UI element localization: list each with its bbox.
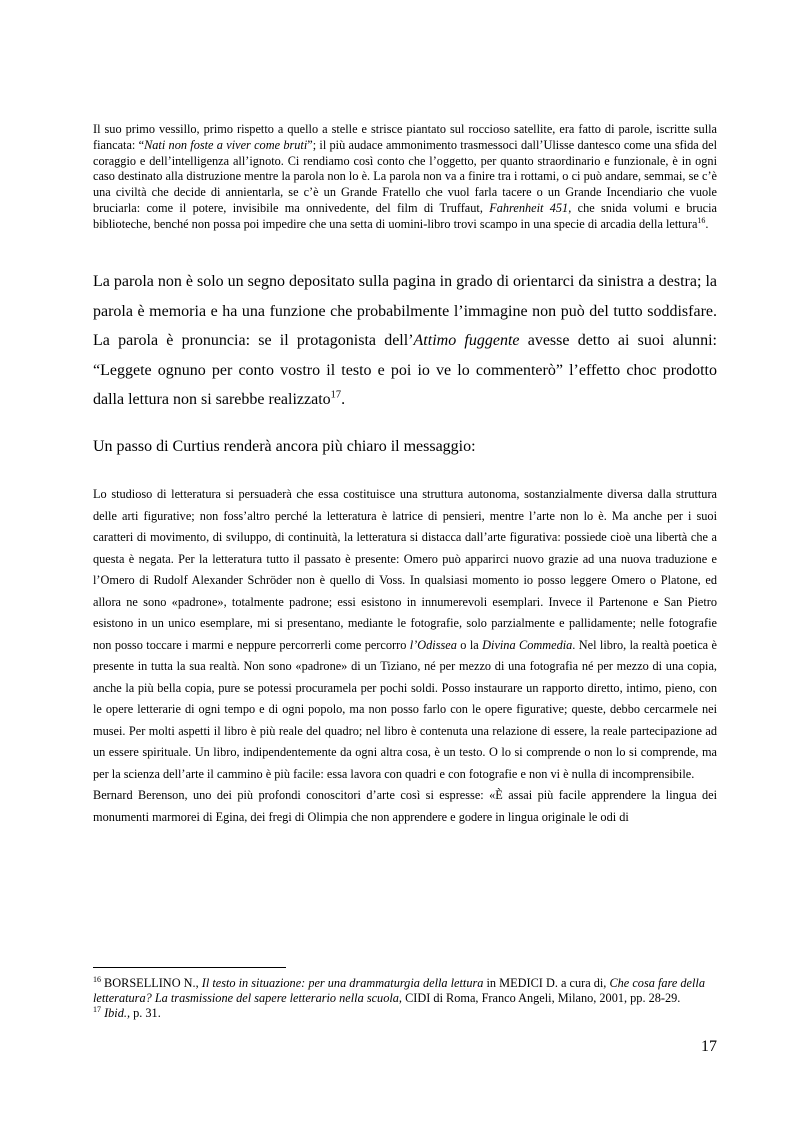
paragraph-curtius-intro: Un passo di Curtius renderà ancora più chiaro il messaggio: xyxy=(93,438,476,455)
paragraph-vessillo xyxy=(93,122,717,233)
block-quote-curtius xyxy=(93,484,717,828)
text-run: La parola non è solo un segno depositato sulla pagina in grado di orientarci da sinistra a destra; la parola è memoria e ha una funzione che probabilmente l’immagine non può del tutto soddisfare. La parola è pronuncia: se il protagonista dell’ xyxy=(93,273,717,349)
paragraph-parola xyxy=(93,267,717,415)
footnote-ref-16: 16 xyxy=(697,215,706,225)
text-run: . Nel libro, la realtà poetica è presente in tutta la sua realtà. Non sono «padrone» di un Tiziano, né per mezzo di una fotografia né per mezzo di una copia, anche la più bella copia, pure se potessi procuramela per pochi soldi. Posso instaurare un rapporto diretto, intimo, pieno, con le opere letterarie di ogni tempo e di ogni popolo, ma non posso farlo con le opere figurative; queste, debbo cercarmele nei musei. Per molti aspetti il libro è più reale del quadro; nel libro è contenuta una relazione di essere, la reale partecipazione ad un essere spirituale. Un libro, indipendentemente da ogni altra cosa, è un testo. O lo si comprende o non lo si comprende, ma per la scienza dell’arte il cammino è più facile: essa lavora con quadri e con fotografie e non vi è nulla di incomprensibile. xyxy=(93,637,717,781)
text-run: . xyxy=(705,216,709,231)
italic-film-title: Attimo fuggente xyxy=(413,332,520,349)
italic-title-odissea: l’Odissea xyxy=(409,637,457,652)
quote-paragraph xyxy=(93,484,717,785)
text-run: o la xyxy=(456,637,483,652)
footnote-17 xyxy=(93,1006,717,1021)
page-number: 17 xyxy=(701,1038,717,1055)
footnote-ref-17: 17 xyxy=(330,389,342,401)
text-run: BORSELLINO N., xyxy=(100,976,202,990)
italic-ibid: Ibid., xyxy=(104,1006,131,1020)
footnotes xyxy=(93,976,717,1021)
text-run: CIDI di Roma, Franco Angeli, Milano, 2001, pp. 28-29. xyxy=(402,991,681,1005)
footnote-number: 17 xyxy=(93,1004,101,1014)
text-run: Il suo primo vessillo, primo rispetto a quello a stelle e strisce piantato sul roccioso satellite, era fatto di parole, iscritte sulla fiancata: “ xyxy=(93,122,717,152)
text-run: avesse detto ai suoi alunni: “Leggete ognuno per conto vostro il testo e poi io ve lo commenterò” l’effetto choc prodotto dalla lettura non si sarebbe realizzato xyxy=(93,332,718,408)
text-run: in MEDICI D. a cura di, xyxy=(483,976,610,990)
text-run: p. 31. xyxy=(130,1006,161,1020)
footnote-16 xyxy=(93,976,717,1006)
footnote-number: 16 xyxy=(93,974,101,984)
text-run: Lo studioso di letteratura si persuaderà che essa costituisce una struttura autonoma, sostanzialmente diversa dalla struttura delle arti figurative; non foss’altro perché la letteratura è latrice di pensieri, mentre l’arte non lo è. Ma anche per i suoi caratteri di movimento, di sviluppo, di continuità, la letteratura si distacca dall’arte figurativa: possiede cioè una libertà che a questa è negata. Per la letteratura tutto il passato è presente: Omero può apparirci nuovo grazie ad una nuova traduzione e l’Omero di Rudolf Alexander Schröder non è quello di Voss. In qualsiasi momento io posso leggere Omero o Platone, ed allora ne sono «padrone», totalmente padrone; essi esistono in innumerevoli esemplari. Invece il Partenone e San Pietro esistono in un unico esemplare, mi si presentano, mediante le fotografie, solo parzialmente e pallidamente; nelle fotografie non posso toccare i marmi e neppure percorrerli come percorro xyxy=(93,487,717,652)
quote-paragraph-berenson: Bernard Berenson, uno dei più profondi conoscitori d’arte così si espresse: «È assai più facile apprendere la lingua dei monumenti marmorei di Egina, dei fregi di Olimpia che non apprendere e godere in lingua originale le odi di xyxy=(93,788,717,824)
text-run: , che snida volumi e brucia biblioteche, benché non possa poi impedire che una setta di uomini-libro trovi scampo in una specie di arcadia della lettura xyxy=(93,200,718,231)
italic-title: Il testo in situazione: per una drammaturgia della lettura xyxy=(201,976,484,990)
text-run: . xyxy=(341,391,346,408)
italic-film-title: Fahrenheit 451 xyxy=(489,200,569,215)
italic-quote: Nati non foste a viver come bruti xyxy=(144,137,308,152)
italic-title: Che cosa fare della letteratura? La trasmissione del sapere letterario nella scuola, xyxy=(93,976,705,1005)
text-run: ”; il più audace ammonimento trasmessoci dall’Ulisse dantesco come una sfida del coraggio e dell’intelligenza all’ignoto. Ci rendiamo così conto che l’oggetto, per quanto straordinario e funzionale, è in ogni caso destinato alla distruzione mentre la parola non lo è. La parola non va a finire tra i rottami, o ci può andare, semmai, se c’è una civiltà che decide di annientarla, se c’è un Grande Fratello che vuol farla tacere o un Grande Incendiario che vuole bruciarla: come il potere, invisibile ma onnivedente, del film di Truffaut, xyxy=(93,137,717,215)
italic-title-commedia: Divina Commedia xyxy=(482,637,573,652)
footnote-separator xyxy=(93,967,286,968)
